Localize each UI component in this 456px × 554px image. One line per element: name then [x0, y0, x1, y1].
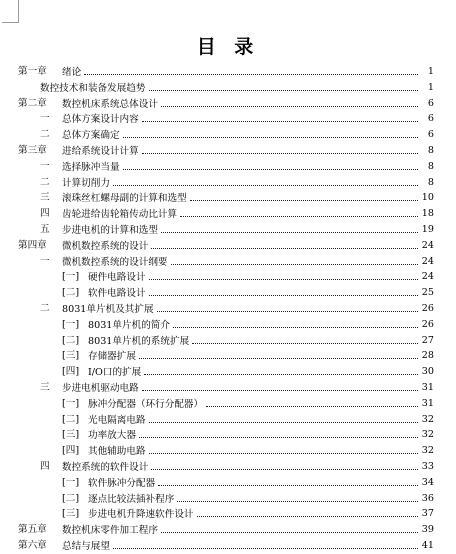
toc-entry[interactable] — [0, 538, 456, 553]
toc-entry-leader — [62, 127, 420, 143]
toc-entry-number: [一] — [62, 271, 80, 283]
toc-entry-leader — [62, 254, 420, 270]
toc-entry-number: 四 — [40, 461, 50, 472]
toc-entry-page: 19 — [421, 224, 434, 235]
dot-leader — [123, 127, 418, 138]
dot-leader — [149, 80, 418, 91]
toc-entry[interactable] — [0, 269, 456, 284]
toc-entry-number: 第三章 — [18, 145, 47, 156]
toc-entry-number: 第六章 — [18, 540, 47, 551]
toc-entry-leader — [88, 285, 420, 301]
dot-leader — [161, 522, 418, 533]
dot-leader — [206, 396, 418, 407]
toc-entry-leader — [62, 301, 420, 317]
toc-entry-page: 6 — [427, 129, 434, 141]
toc-entry-number: [三] — [62, 350, 80, 362]
toc-entry-page: 10 — [421, 192, 434, 204]
toc-entry-page: 6 — [427, 97, 434, 109]
toc-entry-title: 其他辅助电路 — [88, 446, 146, 458]
toc-entry-page: 26 — [421, 318, 434, 330]
toc-entry-title: 存储器扩展 — [88, 351, 136, 363]
toc-entry-title: I/O口的扩展 — [88, 367, 142, 379]
toc-entry-title: 数控系统的软件设计 — [62, 462, 149, 473]
toc-entry-page: 37 — [421, 508, 434, 520]
toc-entry-title: 软件电路设计 — [88, 288, 146, 300]
dot-leader — [161, 222, 418, 233]
dot-leader — [142, 111, 418, 122]
toc-entry-number: 一 — [40, 113, 50, 125]
dot-leader — [139, 348, 418, 359]
toc-entry[interactable] — [0, 333, 456, 348]
toc-entry-page: 25 — [421, 287, 434, 299]
toc-entry-title: 总体方案设计内容 — [62, 114, 139, 126]
toc-entry-title: 计算切削力 — [62, 177, 110, 189]
toc-entry-page: 8 — [427, 176, 434, 188]
toc-entry-number: 五 — [40, 224, 50, 235]
toc-entry-leader — [88, 491, 420, 507]
toc-entry-title: 数控机床零件加工程序 — [62, 525, 158, 537]
toc-entry[interactable] — [0, 285, 456, 300]
dot-leader — [113, 175, 418, 186]
toc-entry[interactable] — [0, 64, 456, 79]
toc-entry-number: 第四章 — [18, 239, 47, 251]
toc-entry[interactable] — [0, 491, 456, 506]
toc-entry-leader — [62, 538, 420, 554]
toc-entry-title: 逐点比较法插补程序 — [88, 493, 175, 505]
toc-entry[interactable] — [0, 143, 456, 158]
toc-entry-number: 三 — [40, 382, 50, 393]
dot-leader — [161, 96, 418, 107]
dot-leader — [180, 206, 418, 217]
dot-leader — [113, 538, 418, 549]
toc-entry-page: 30 — [421, 366, 434, 378]
dot-leader — [177, 491, 418, 502]
toc-entry-title: 总结与展望 — [62, 541, 110, 552]
toc-entry-page: 31 — [421, 382, 434, 393]
toc-entry-leader — [62, 238, 420, 254]
toc-entry-title: 8031单片机及其扩展 — [62, 304, 154, 315]
toc-entry-page: 36 — [421, 492, 434, 504]
toc-entry[interactable] — [0, 111, 456, 126]
dot-leader — [142, 380, 418, 391]
toc-entry[interactable] — [0, 206, 456, 221]
dot-leader — [157, 301, 418, 312]
dot-leader — [84, 64, 418, 75]
toc-entry-page: 33 — [421, 461, 434, 472]
toc-entry[interactable] — [0, 443, 456, 458]
toc-entry-leader — [88, 443, 420, 459]
toc-entry-number: 二 — [40, 176, 50, 188]
toc-entry-number: 第一章 — [18, 66, 47, 77]
toc-entry-leader — [62, 111, 420, 127]
toc-entry-title: 硬件电路设计 — [88, 272, 146, 284]
toc-entry-number: 一 — [40, 255, 50, 267]
toc-entry-page: 34 — [421, 476, 434, 488]
toc-entry-number: [四] — [62, 445, 80, 457]
toc-entry-page: 24 — [421, 239, 434, 251]
toc-entry-number: [三] — [62, 429, 80, 441]
toc-entry[interactable] — [0, 364, 456, 379]
toc-entry[interactable] — [0, 175, 456, 190]
toc-entry-leader — [88, 396, 420, 412]
toc-entry-number: [四] — [62, 366, 80, 378]
toc-entry-page: 26 — [421, 303, 434, 314]
toc-title: 目 录 — [196, 36, 260, 58]
toc-entry-leader — [88, 269, 420, 285]
toc-entry-leader — [62, 190, 420, 206]
toc-entry-page: 1 — [427, 66, 434, 77]
page-corner-mark — [2, 0, 19, 23]
toc-entry-page: 32 — [421, 429, 434, 441]
toc-entry-page: 39 — [421, 524, 434, 536]
toc-entry-title: 8031单片机的系统扩展 — [88, 335, 190, 347]
toc-entry[interactable] — [0, 380, 456, 395]
toc-entry-number: 第二章 — [18, 97, 47, 109]
toc-entry[interactable] — [0, 301, 456, 316]
toc-entry-number: 第五章 — [18, 524, 47, 536]
toc-entry-leader — [62, 380, 420, 396]
toc-entry-number: [二] — [62, 492, 80, 504]
toc-entry-number: 一 — [40, 160, 50, 172]
toc-entry-title: 数控机床系统总体设计 — [62, 98, 158, 110]
toc-entry-page: 8 — [427, 160, 434, 172]
toc-entry[interactable] — [0, 506, 456, 521]
toc-entry-leader — [62, 522, 420, 538]
toc-entry-title: 绪论 — [62, 67, 82, 78]
toc-entry-title: 数控技术和装备发展趋势 — [40, 82, 146, 94]
toc-entry-number: [二] — [62, 334, 80, 346]
toc-entry-page: 32 — [421, 413, 434, 425]
toc-entry[interactable] — [0, 96, 456, 111]
dot-leader — [192, 333, 418, 344]
toc-entry-number: [二] — [62, 413, 80, 425]
toc-entry-page: 32 — [421, 445, 434, 457]
toc-entry-title: 步进电机的计算和选型 — [62, 225, 158, 236]
toc-entry-page: 1 — [427, 81, 434, 93]
dot-leader — [149, 443, 418, 454]
toc-entry-leader — [88, 412, 420, 428]
dot-leader — [151, 459, 418, 470]
toc-entry[interactable] — [0, 238, 456, 253]
toc-entry-page: 18 — [421, 208, 434, 220]
dot-leader — [142, 143, 418, 154]
toc-entry-leader — [88, 506, 420, 522]
toc-entry-number: 四 — [40, 208, 50, 220]
toc-entry-leader — [88, 427, 420, 443]
toc-entry-leader — [88, 348, 420, 364]
toc-entry-title: 选择脉冲当量 — [62, 161, 120, 173]
toc-entry-title: 滚珠丝杠螺母副的计算和选型 — [62, 193, 187, 205]
toc-entry-title: 齿轮进给齿轮箱传动比计算 — [62, 209, 178, 221]
toc-entry-leader — [62, 143, 420, 159]
toc-entry-title: 功率放大器 — [88, 430, 136, 442]
toc-entry-title: 8031单片机的简介 — [88, 319, 170, 331]
toc-entry-title: 脉冲分配器（环行分配器） — [88, 398, 204, 410]
toc-entry[interactable] — [0, 80, 456, 95]
toc-entry-leader — [88, 317, 420, 333]
toc-entry[interactable] — [0, 396, 456, 411]
toc-entry-leader — [88, 364, 420, 380]
toc-entry-page: 24 — [421, 255, 434, 267]
dot-leader — [149, 285, 418, 296]
toc-entry-page: 24 — [421, 271, 434, 283]
toc-entry-number: 三 — [40, 192, 50, 204]
dot-leader — [144, 364, 418, 375]
toc-entry-leader — [88, 333, 420, 349]
toc-entry-page: 6 — [427, 113, 434, 125]
toc-entry-leader — [88, 475, 420, 491]
toc-entry-leader — [40, 80, 420, 96]
dot-leader — [123, 159, 418, 170]
toc-entry-page: 8 — [427, 145, 434, 156]
toc-entry[interactable] — [0, 254, 456, 269]
toc-entry-leader — [62, 175, 420, 191]
toc-entry-title: 进给系统设计计算 — [62, 146, 139, 157]
toc-entry-leader — [62, 159, 420, 175]
toc-entry-number: [二] — [62, 287, 80, 299]
toc-entry[interactable] — [0, 427, 456, 442]
toc-entry-number: [一] — [62, 397, 80, 409]
toc-entry-page: 28 — [421, 350, 434, 362]
toc-entry[interactable] — [0, 348, 456, 363]
toc-entry-number: [一] — [62, 476, 80, 488]
dot-leader — [149, 412, 418, 423]
toc-entry-number: [一] — [62, 318, 80, 330]
toc-entry-title: 步进电机驱动电路 — [62, 383, 139, 394]
toc-entry[interactable] — [0, 159, 456, 174]
dot-leader — [149, 269, 418, 280]
toc-entry[interactable] — [0, 317, 456, 332]
toc-entry[interactable] — [0, 475, 456, 490]
toc-entry-page: 31 — [421, 397, 434, 409]
toc-entry[interactable] — [0, 127, 456, 142]
dot-leader — [151, 238, 418, 249]
toc-entry[interactable] — [0, 522, 456, 537]
toc-entry-leader — [62, 96, 420, 112]
toc-entry-leader — [62, 64, 420, 80]
toc-entry[interactable] — [0, 412, 456, 427]
dot-leader — [197, 506, 418, 517]
toc-entry-title: 总体方案确定 — [62, 130, 120, 142]
dot-leader — [139, 427, 418, 438]
toc-entry-page: 41 — [421, 540, 434, 551]
toc-entry-leader — [62, 459, 420, 475]
toc-entry-title: 光电隔离电路 — [88, 414, 146, 426]
toc-entry-title: 微机数控系统的设计 — [62, 240, 149, 252]
toc-entry-leader — [62, 222, 420, 238]
toc-entry-number: 二 — [40, 129, 50, 141]
dot-leader — [173, 317, 418, 328]
toc-entry-number: 二 — [40, 303, 50, 314]
toc-entry-title: 微机数控系统的设计纲要 — [62, 256, 168, 268]
toc-entry-leader — [62, 206, 420, 222]
toc-entry[interactable] — [0, 222, 456, 237]
dot-leader — [190, 190, 418, 201]
toc-entry-page: 27 — [421, 334, 434, 346]
dot-leader — [158, 475, 418, 486]
toc-entry-title: 软件脉冲分配器 — [88, 477, 156, 489]
toc-entry[interactable] — [0, 459, 456, 474]
toc-entry-number: [三] — [62, 508, 80, 520]
toc-entry[interactable] — [0, 190, 456, 205]
dot-leader — [171, 254, 418, 265]
toc-entry-title: 步进电机升降速软件设计 — [88, 509, 194, 521]
